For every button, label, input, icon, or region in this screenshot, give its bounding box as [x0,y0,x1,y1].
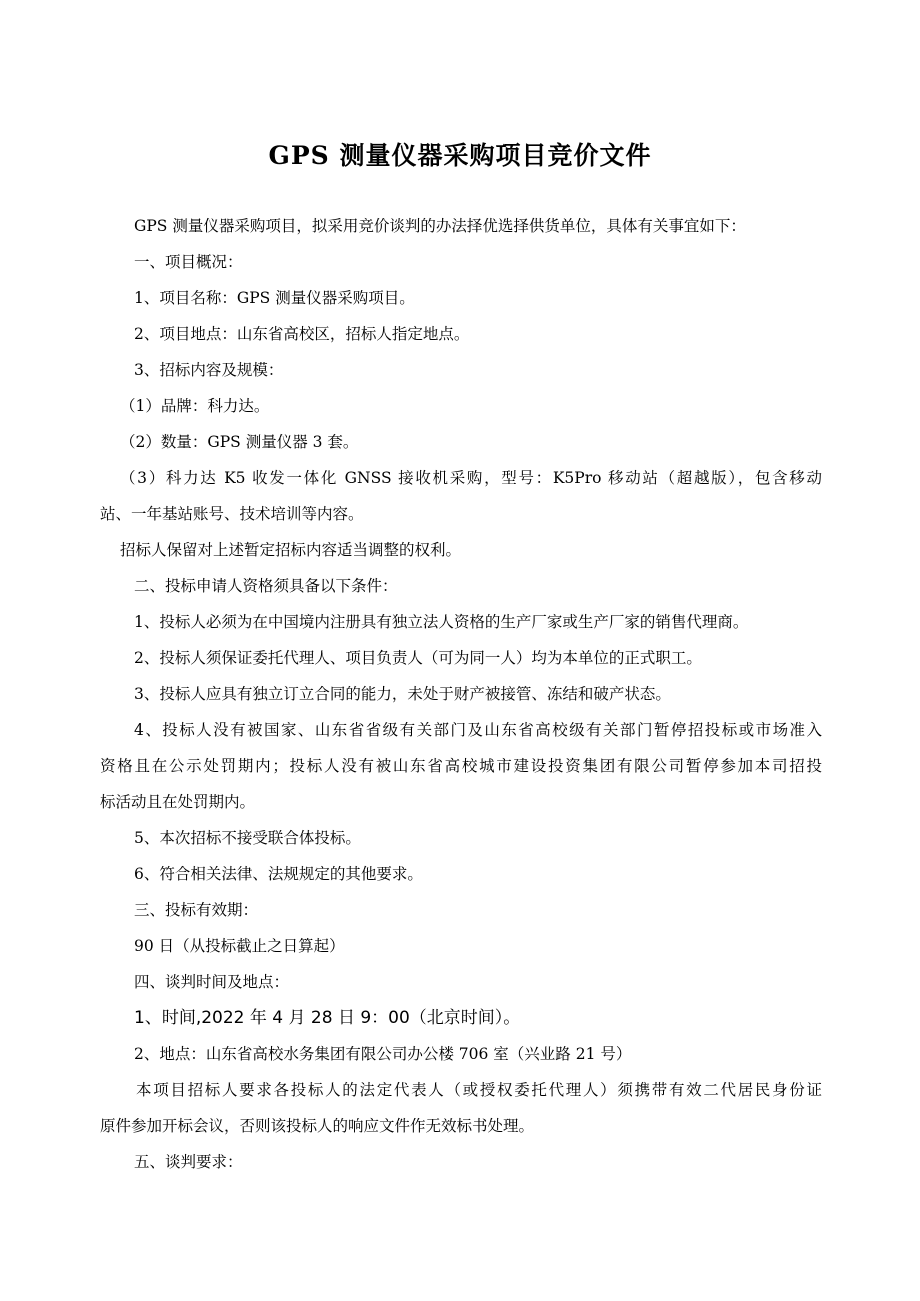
list-item: 5、本次招标不接受联合体投标。 [134,829,361,847]
document-body [100,208,822,1180]
list-item: 1、项目名称：GPS 测量仪器采购项目。 [134,289,415,307]
section-heading-qualifications: 二、投标申请人资格须具备以下条件： [134,577,398,595]
document-title: GPS 测量仪器采购项目竞价文件 [268,141,652,170]
list-item: 1、投标人必须为在中国境内注册具有独立法人资格的生产厂家或生产厂家的销售代理商。 [134,613,749,631]
note-paragraph: 招标人保留对上述暂定招标内容适当调整的权利。 [120,541,462,559]
list-item: （2）数量：GPS 测量仪器 3 套。 [120,433,359,451]
negotiation-time: 1、时间,2022 年 4 月 28 日 9：00（北京时间）。 [134,1008,521,1028]
list-item: 4、投标人没有被国家、山东省省级有关部门及山东省高校级有关部门暂停招投标或市场准入 [134,721,822,739]
list-item: 2、项目地点：山东省高校区，招标人指定地点。 [134,325,470,343]
list-item-continuation: 标活动且在处罚期内。 [100,793,256,811]
list-item: 3、投标人应具有独立订立合同的能力，未处于财产被接管、冻结和破产状态。 [134,685,671,703]
list-item-continuation: 站、一年基站账号、技术培训等内容。 [100,505,364,523]
section-heading-requirements: 五、谈判要求： [134,1153,243,1171]
list-item: 3、招标内容及规模： [134,361,284,379]
section-heading-negotiation: 四、谈判时间及地点： [134,973,290,991]
requirement-paragraph: 本项目招标人要求各投标人的法定代表人（或授权委托代理人）须携带有效二代居民身份证 [136,1081,822,1099]
negotiation-place: 2、地点：山东省高校水务集团有限公司办公楼 706 室（兴业路 21 号） [134,1045,632,1063]
intro-paragraph: GPS 测量仪器采购项目，拟采用竞价谈判的办法择优选择供货单位，具体有关事宜如下： [134,217,746,235]
list-item-continuation: 资格且在公示处罚期内；投标人没有被山东省高校城市建设投资集团有限公司暂停参加本司招投 [100,757,822,775]
requirement-continuation: 原件参加开标会议，否则该投标人的响应文件作无效标书处理。 [100,1117,535,1135]
section-heading-overview: 一、项目概况： [134,253,243,271]
list-item: （3）科力达 K5 收发一体化 GNSS 接收机采购，型号：K5Pro 移动站（超越版），包含移动 [120,469,822,487]
list-item: 2、投标人须保证委托代理人、项目负责人（可为同一人）均为本单位的正式职工。 [134,649,702,667]
list-item: （1）品牌：科力达。 [120,397,270,415]
validity-text: 90 日（从投标截止之日算起） [134,937,345,955]
section-heading-validity: 三、投标有效期： [134,901,259,919]
list-item: 6、符合相关法律、法规规定的其他要求。 [134,865,423,883]
